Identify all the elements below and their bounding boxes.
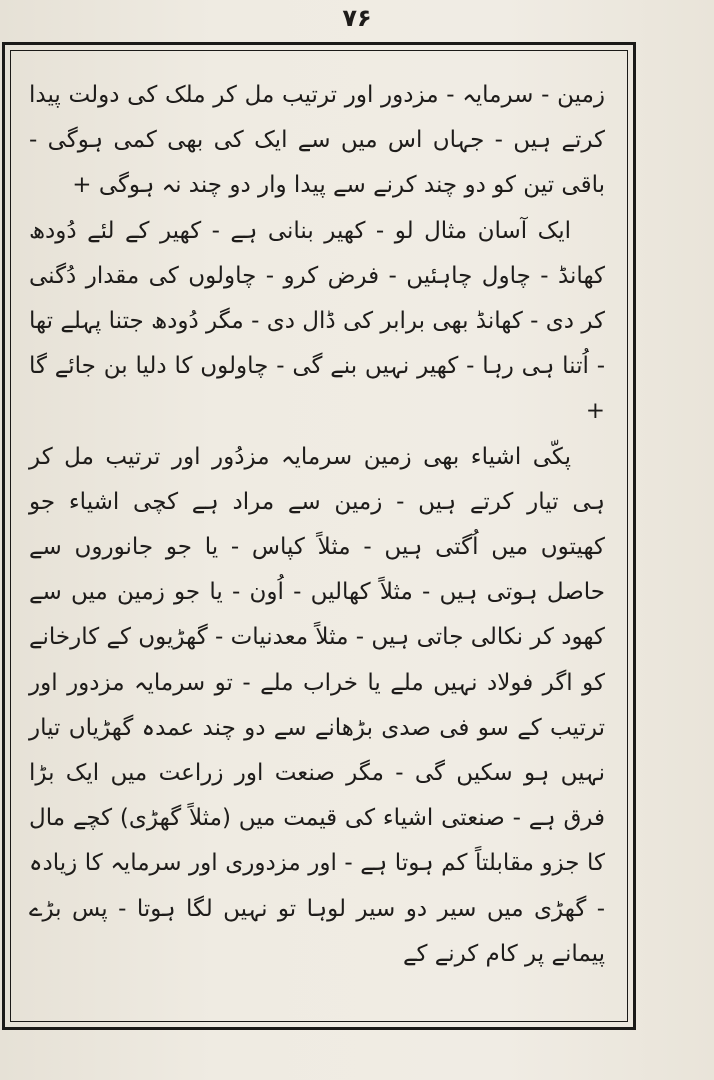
paragraph-2: ایک آسان مثال لو - کھیر بنانی ہے - کھیر کے لئے دُودھ کھانڈ - چاول چاہئیں - فرض کرو - چاولوں کی مقدار دُگنی کر دی - کھانڈ بھی برابر کی ڈال دی - مگر دُودھ جتنا پہلے تھا - اُتنا ہی رہا - کھیر نہیں بنے گی - چاولوں کا دلیا بن جائے گا + [29, 217, 605, 425]
body-text [29, 73, 605, 977]
page-number: ۷۶ [342, 4, 372, 32]
paragraph-3: پکّی اشیاء بھی زمین سرمایہ مزدُور اور ترتیب مل کر ہی تیار کرتے ہیں - زمین سے مراد ہے کچی اشیاء جو کھیتوں میں اُگتی ہیں - مثلاً کپاس - یا جو جانوروں سے حاصل ہوتی ہیں - مثلاً کھالیں - اُون - یا جو زمین میں سے کھود کر نکالی جاتی ہیں - مثلاً معدنیات - گھڑیوں کے کارخانے کو اگر فولاد نہیں ملے یا خراب ملے - تو سرمایہ مزدور اور ترتیب کے سو فی صدی بڑھانے سے دو چند عمدہ گھڑیاں تیار نہیں ہو سکیں گی - مگر صنعت اور زراعت میں ایک بڑا فرق ہے - صنعتی اشیاء کی قیمت میں (مثلاً گھڑی) کچے مال کا جزو مقابلتاً کم ہوتا ہے - اور مزدوری اور سرمایہ کا زیادہ - گھڑی میں سیر دو سیر لوہا تو نہیں لگا ہوتا - پس بڑے پیمانے پر کام کرنے کے [29, 443, 605, 967]
page-border [2, 42, 636, 1030]
paragraph-1: زمین - سرمایہ - مزدور اور ترتیب مل کر ملک کی دولت پیدا کرتے ہیں - جہاں اس میں سے ایک کی بھی کمی ہوگی - باقی تین کو دو چند کرنے سے پیدا وار دو چند نہ ہوگی + [29, 82, 605, 199]
